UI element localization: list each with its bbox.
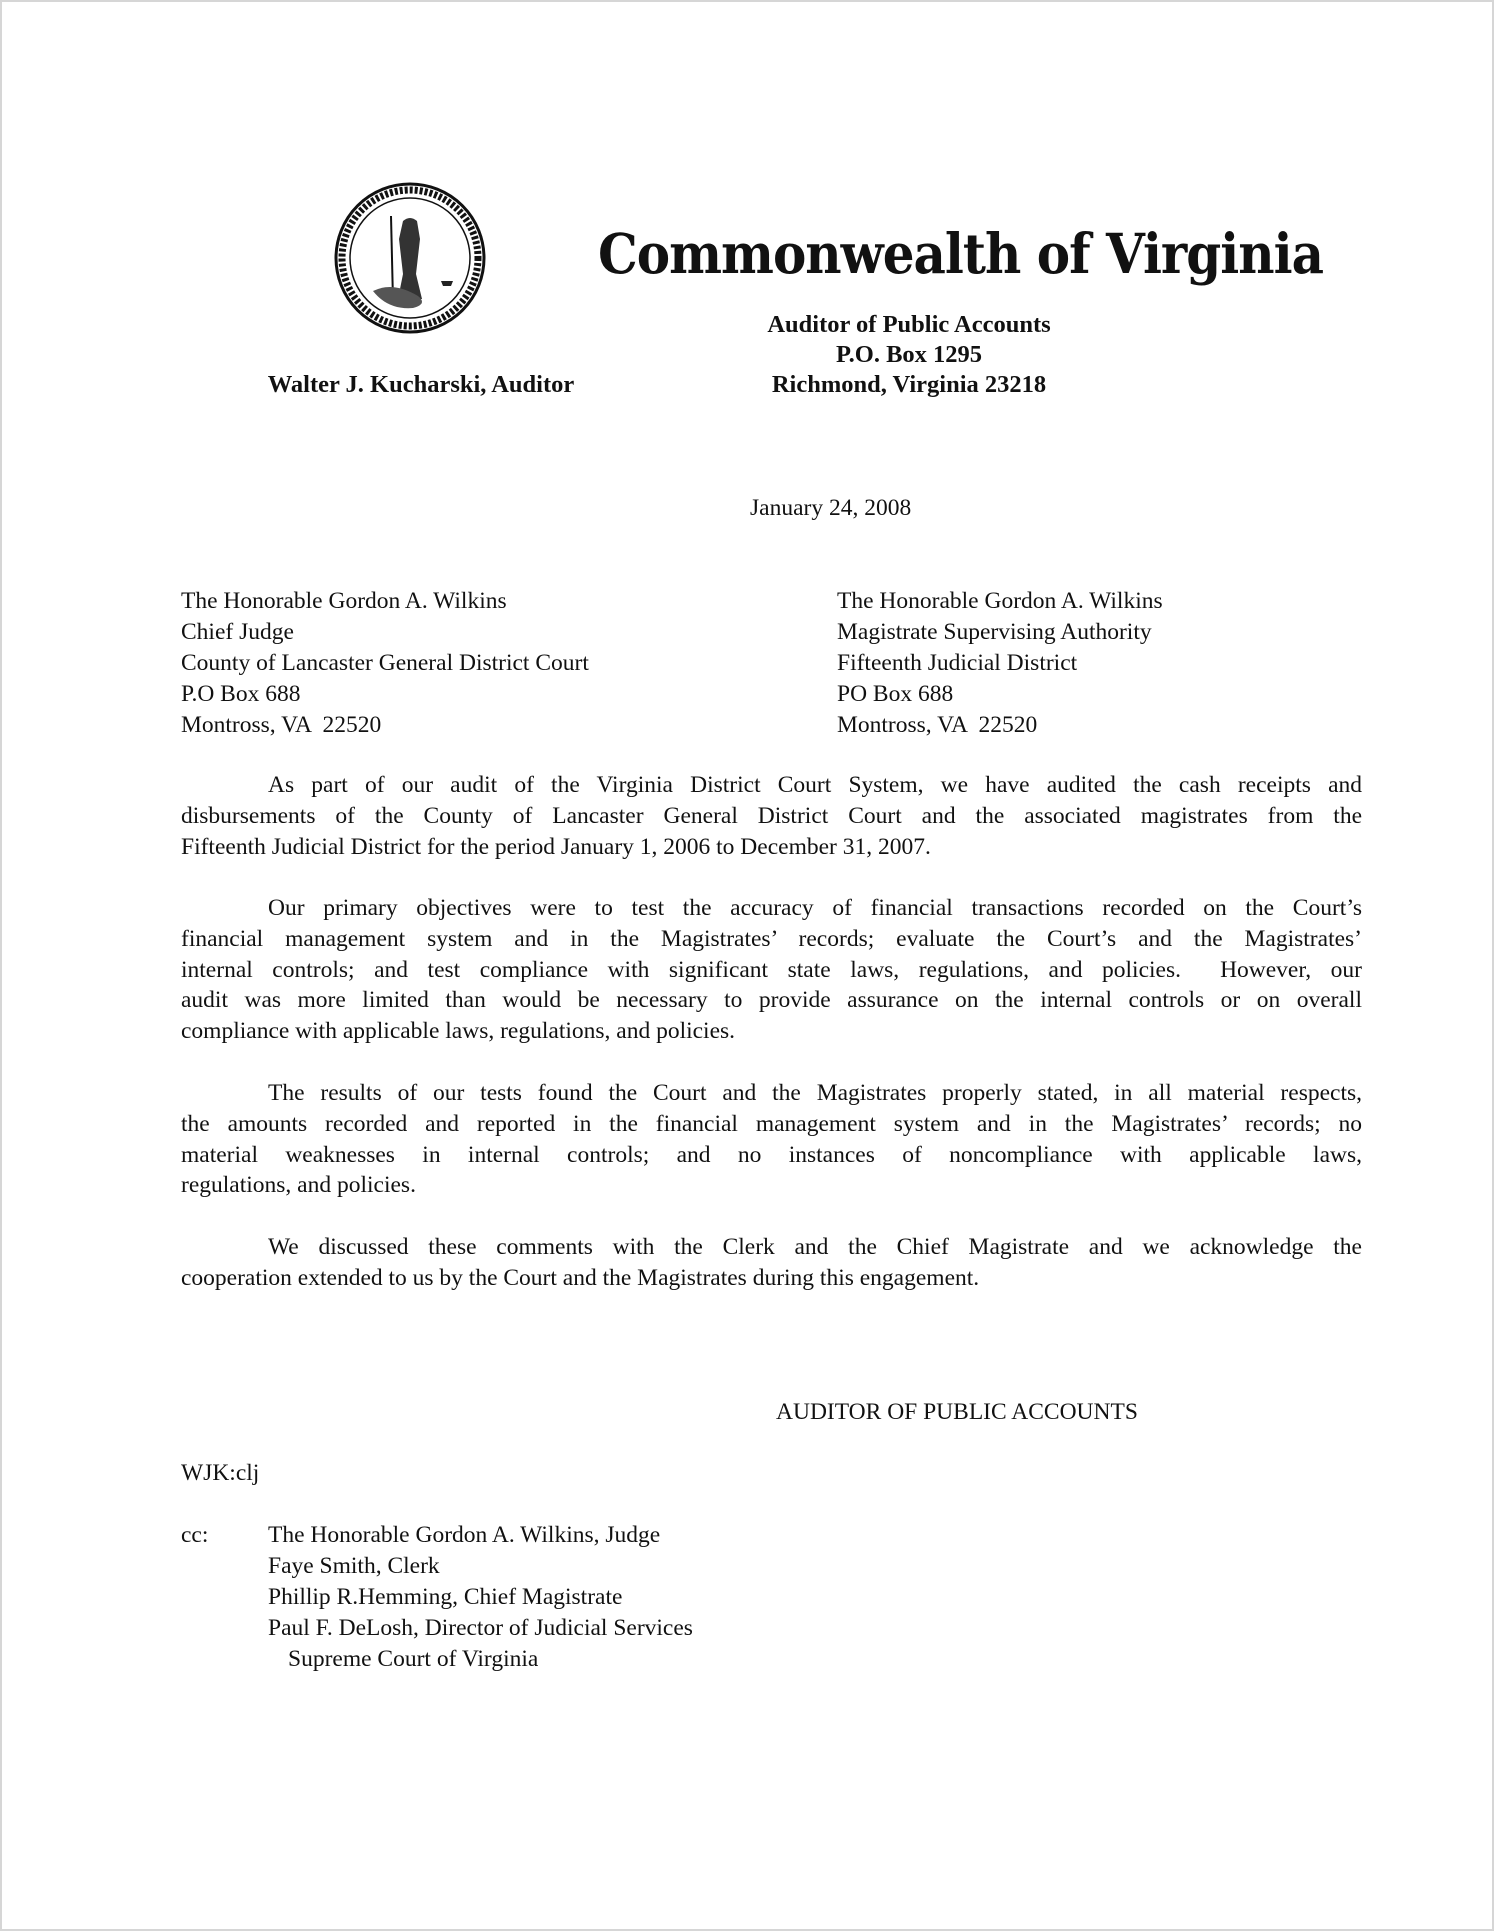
office-city: Richmond, Virginia 23218 xyxy=(771,371,1047,398)
text-line: We discussed these comments with the Clerk and the Chief Magistrate and we acknowledge the xyxy=(268,1234,1362,1260)
text-line: material weaknesses in internal controls; and no instances of noncompliance with applicable laws, xyxy=(181,1141,1362,1168)
address-line: PO Box 688 xyxy=(837,681,954,707)
address-line: P.O Box 688 xyxy=(181,681,301,707)
auditor-name: Walter J. Kucharski, Auditor xyxy=(267,371,575,398)
address-line: Montross, VA 22520 xyxy=(837,712,1038,738)
paragraph-objectives xyxy=(181,893,1362,1047)
text-line: financial management system and in the Magistrates’ records; evaluate the Court’s and the Magistrates’ xyxy=(181,925,1362,952)
cc-list xyxy=(268,1520,693,1675)
signature-block: AUDITOR OF PUBLIC ACCOUNTS xyxy=(776,1399,1138,1425)
cc-label: cc: xyxy=(181,1522,209,1548)
recipient-address-left xyxy=(181,586,589,741)
address-line: County of Lancaster General District Court xyxy=(181,650,589,676)
text-line: compliance with applicable laws, regulations, and policies. xyxy=(181,1018,736,1045)
recipient-address-right xyxy=(837,586,1163,741)
address-line: Fifteenth Judicial District xyxy=(837,650,1078,676)
text-line: audit was more limited than would be necessary to provide assurance on the internal controls or on overall xyxy=(181,987,1362,1014)
text-line: disbursements of the County of Lancaster General District Court and the associated magistrates from the xyxy=(181,802,1362,829)
letter-date: January 24, 2008 xyxy=(750,495,912,521)
virginia-seal-icon xyxy=(333,181,487,335)
cc-item-sub: Supreme Court of Virginia xyxy=(288,1646,539,1672)
text-line: regulations, and policies. xyxy=(181,1172,416,1199)
paragraph-results xyxy=(181,1078,1362,1201)
text-line: Our primary objectives were to test the accuracy of financial transactions recorded on the Court’s xyxy=(268,895,1362,921)
address-line: The Honorable Gordon A. Wilkins xyxy=(181,588,507,614)
address-line: Chief Judge xyxy=(181,619,294,645)
cc-item: Phillip R.Hemming, Chief Magistrate xyxy=(268,1584,623,1610)
po-box: P.O. Box 1295 xyxy=(835,341,983,368)
paragraph-audit-scope xyxy=(181,770,1362,862)
cc-item: Faye Smith, Clerk xyxy=(268,1553,440,1579)
cc-item: The Honorable Gordon A. Wilkins, Judge xyxy=(268,1522,661,1548)
address-line: Magistrate Supervising Authority xyxy=(837,619,1152,645)
text-line: Fifteenth Judicial District for the period January 1, 2006 to December 31, 2007. xyxy=(181,833,931,860)
address-line: The Honorable Gordon A. Wilkins xyxy=(837,588,1163,614)
cc-item: Paul F. DeLosh, Director of Judicial Services xyxy=(268,1615,693,1641)
paragraph-acknowledgement xyxy=(181,1232,1362,1294)
initials: WJK:clj xyxy=(181,1460,260,1486)
text-line: the amounts recorded and reported in the financial management system and in the Magistrates’ records; no xyxy=(181,1110,1362,1137)
text-line: internal controls; and test compliance with significant state laws, regulations, and policies. However, our xyxy=(181,956,1362,983)
text-line: The results of our tests found the Court and the Magistrates properly stated, in all material respects, xyxy=(268,1080,1362,1106)
letterhead-title: Commonwealth of Virginia xyxy=(598,221,1323,286)
address-line: Montross, VA 22520 xyxy=(181,712,382,738)
text-line: As part of our audit of the Virginia District Court System, we have audited the cash receipts and xyxy=(268,772,1362,798)
office-name: Auditor of Public Accounts xyxy=(767,311,1051,338)
text-line: cooperation extended to us by the Court and the Magistrates during this engagement. xyxy=(181,1264,980,1291)
